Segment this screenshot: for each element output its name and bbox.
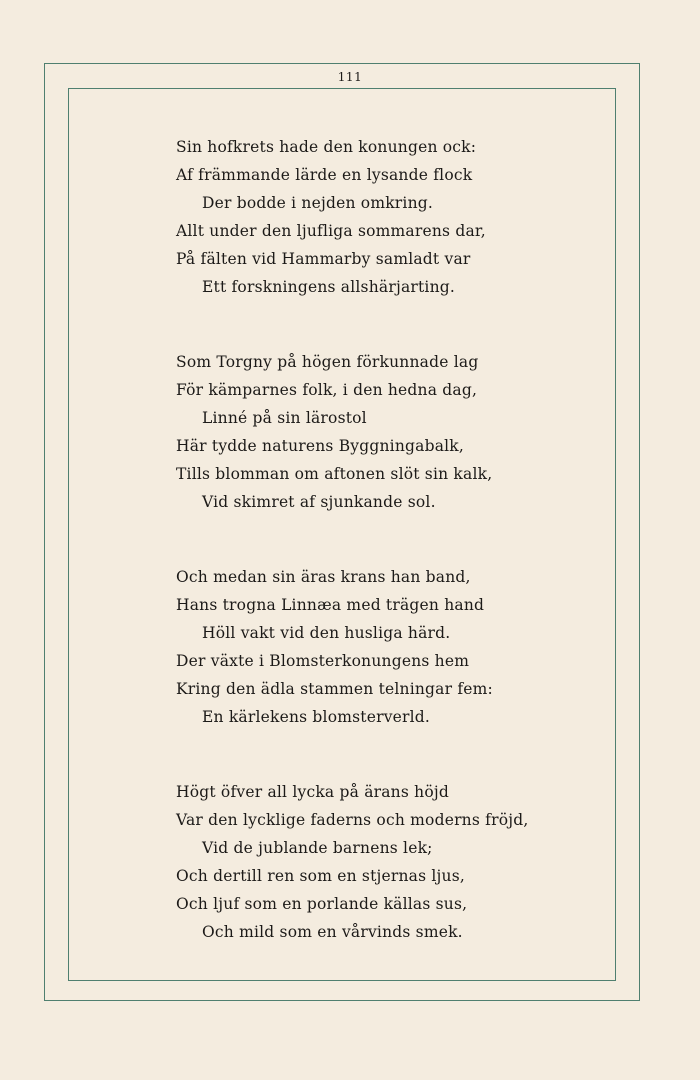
page-number: 111 [337, 70, 363, 84]
poem-line: Linné på sin lärostol [202, 409, 367, 427]
poem-line: Var den lycklige faderns och moderns fröjd, [176, 811, 529, 829]
poem-line: Och medan sin äras krans han band, [176, 568, 471, 586]
poem-line: Och ljuf som en porlande källas sus, [176, 895, 468, 913]
poem-line: Af främmande lärde en lysande flock [176, 166, 473, 184]
poem-line: Kring den ädla stammen telningar fem: [176, 680, 493, 698]
stanza [0, 133, 700, 301]
poem-line: Vid de jublande barnens lek; [202, 839, 433, 857]
stanza [0, 563, 700, 731]
poem-line: Der växte i Blomsterkonungens hem [176, 652, 470, 670]
poem-line: För kämparnes folk, i den hedna dag, [176, 381, 478, 399]
poem-line: Der bodde i nejden omkring. [202, 194, 434, 212]
stanza [0, 778, 700, 946]
poem-line: Och mild som en vårvinds smek. [202, 923, 463, 941]
poem-line: Här tydde naturens Byggningabalk, [176, 437, 465, 455]
poem-line: Högt öfver all lycka på ärans höjd [176, 783, 449, 801]
poem-line: Ett forskningens allshärjarting. [202, 278, 456, 296]
poem-line: Som Torgny på högen förkunnade lag [176, 353, 479, 371]
poem-line: En kärlekens blomsterverld. [202, 708, 431, 726]
poem-line: På fälten vid Hammarby samladt var [176, 250, 471, 268]
stanza [0, 348, 700, 516]
poem-line: Allt under den ljufliga sommarens dar, [176, 222, 486, 240]
poem-line: Vid skimret af sjunkande sol. [202, 493, 436, 511]
poem-line: Hans trogna Linnæa med trägen hand [176, 596, 485, 614]
poem-line: Tills blomman om aftonen slöt sin kalk, [176, 465, 493, 483]
poem-line: Och dertill ren som en stjernas ljus, [176, 867, 466, 885]
poem-body [0, 133, 700, 993]
poem-line: Höll vakt vid den husliga härd. [202, 624, 451, 642]
poem-line: Sin hofkrets hade den konungen ock: [176, 138, 477, 156]
